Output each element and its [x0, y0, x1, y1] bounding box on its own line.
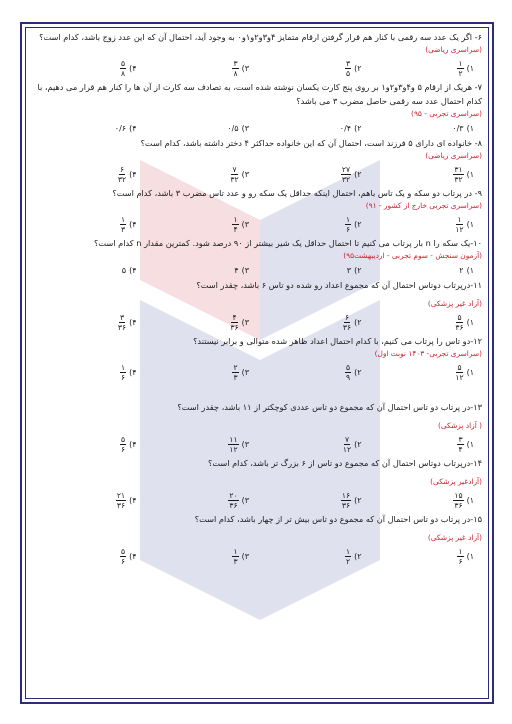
options-row	[32, 262, 482, 278]
option-1[interactable]: ۱) $\frac{۱۵}{۳۶}$	[454, 490, 474, 510]
option-3[interactable]: ۳) $\frac{۲۰}{۳۶}$	[229, 490, 249, 510]
question-6	[32, 30, 482, 80]
option-1[interactable]: ۱) $\frac{۱}{۲}$	[458, 58, 474, 78]
question-8	[32, 136, 482, 186]
option-2[interactable]: ۲) $\frac{۲۷}{۳۲}$	[341, 164, 362, 184]
question-text: ۸- خانواده ای دارای ۵ فرزند است، احتمال آن که این خانواده حداکثر ۴ دختر داشته باشد، کدام است؟	[140, 138, 482, 148]
option-1[interactable]: ۱) $\frac{۵}{۳۶}$	[455, 312, 474, 332]
options-row	[32, 310, 482, 334]
question-list	[32, 30, 482, 568]
question-source: (آزمون سنجش - سوم تجربی - اردیبهشت۹۵)	[343, 251, 482, 260]
option-2[interactable]: ۲) $\frac{۳}{۵}$	[345, 58, 362, 78]
option-4[interactable]: ۴) ۵	[121, 265, 137, 275]
option-4[interactable]: ۴) $\frac{۵}{۸}$	[120, 58, 137, 78]
option-3[interactable]: ۳) $\frac{۴}{۳۶}$	[230, 312, 249, 332]
question-text: ۱۴-درپرتاب دوتاس احتمال آن که مجموع دو تاس از ۶ بزرگ تر باشد، کدام است؟	[207, 458, 482, 468]
question-14	[32, 456, 482, 512]
option-1[interactable]: ۱) $\frac{۱}{۶}$	[458, 546, 474, 566]
question-7	[32, 80, 482, 136]
option-3[interactable]: ۳) $\frac{۱۱}{۱۲}$	[229, 434, 249, 454]
option-4[interactable]: ۴) $\frac{۳}{۳۶}$	[117, 312, 137, 332]
question-source: (آزاد غیر پزشکی)	[427, 533, 482, 542]
option-2[interactable]: ۲) $\frac{۱۶}{۳۶}$	[341, 490, 362, 510]
option-3[interactable]: ۳) $\frac{۱}{۴}$	[233, 214, 249, 234]
options-row	[32, 360, 482, 384]
option-3[interactable]: ۳) ۰/۵	[227, 123, 249, 133]
question-source: ( آزاد پزشکی)	[437, 421, 482, 430]
question-11	[32, 278, 482, 334]
option-1[interactable]: ۱) $\frac{۳۱}{۳۲}$	[454, 164, 474, 184]
option-3[interactable]: ۳) $\frac{۳}{۸}$	[233, 58, 249, 78]
options-row	[32, 432, 482, 456]
option-1[interactable]: ۱) $\frac{۳}{۴}$	[458, 434, 474, 454]
option-1[interactable]: ۱) $\frac{۵}{۱۲}$	[455, 362, 474, 382]
option-1[interactable]: ۱) ۲	[459, 265, 474, 275]
option-2[interactable]: ۲) ۳	[346, 265, 362, 275]
option-3[interactable]: ۳) $\frac{۲}{۳}$	[233, 362, 249, 382]
option-1[interactable]: ۱) $\frac{۱}{۱۲}$	[455, 214, 474, 234]
option-4[interactable]: ۴) $\frac{۱}{۶}$	[120, 362, 137, 382]
option-2[interactable]: ۲) $\frac{۷}{۱۲}$	[342, 434, 362, 454]
question-text: ۹- در پرتاب دو سکه و یک تاس باهم، احتمال اینکه حداقل یک سکه رو و عدد تاس مضرب ۳ باشد، کدام است؟	[112, 188, 482, 198]
question-source: (سراسری تجربی - ۹۵)	[411, 109, 482, 118]
question-source: (سراسری ریاضی)	[425, 45, 482, 54]
question-text: ۱۵-در پرتاب دو تاس احتمال آن که مجموع دو تاس بیش تر از چهار باشد، کدام است؟	[194, 514, 482, 524]
option-4[interactable]: ۴) $\frac{۵}{۶}$	[120, 546, 137, 566]
options-row	[32, 120, 482, 136]
option-3[interactable]: ۳) ۴	[234, 265, 249, 275]
question-15	[32, 512, 482, 568]
option-3[interactable]: ۳) $\frac{۱}{۳}$	[233, 546, 249, 566]
question-text: ۶- اگر یک عدد سه رقمی با کنار هم قرار گرفتن ارقام متمایز ۴و۳و۲و۱و۰ به وجود آید، احتمال آن که این عدد زوج باشد، کدام است؟	[39, 32, 482, 42]
option-2[interactable]: ۲) $\frac{۵}{۹}$	[345, 362, 362, 382]
question-source: (سراسری ریاضی)	[425, 151, 482, 160]
options-row	[32, 56, 482, 80]
question-source: (سراسری تجربی خارج از کشور - ۹۱)	[365, 201, 482, 210]
question-text: ۷- هریک از ارقام ۵ و۴و۳و۲و۱ بر روی پنج کارت یکسان نوشته شده است، به تصادف سه کارت از آن ها را کنار هم قرار می دهیم، با کدام احتمال عدد سه رقمی حاصل مضرب ۳ می باشد؟	[37, 82, 482, 106]
option-2[interactable]: ۲) ۰/۴	[339, 123, 362, 133]
option-4[interactable]: ۴) ۰/۶	[114, 123, 137, 133]
option-4[interactable]: ۴) $\frac{۶}{۳۲}$	[117, 164, 137, 184]
option-4[interactable]: ۴) $\frac{۱}{۳}$	[120, 214, 137, 234]
question-text: ۱۱-درپرتاب دوتاس احتمال آن که مجموع اعداد رو شده دو تاس ۶ باشد، چقدر است؟	[196, 280, 482, 290]
options-row	[32, 488, 482, 512]
options-row	[32, 544, 482, 568]
options-row	[32, 162, 482, 186]
question-text: ۱۳-در پرتاب دو تاس احتمال آن که مجموع دو تاس عددی کوچکتر از ۱۱ باشد، چقدر است؟	[177, 402, 482, 412]
question-source: (آزادغیر پزشکی)	[430, 477, 482, 486]
question-source: (آزاد غیر پزشکی)	[427, 299, 482, 308]
option-1[interactable]: ۱) ۰/۳	[452, 123, 474, 133]
option-4[interactable]: ۴) $\frac{۵}{۶}$	[120, 434, 137, 454]
option-3[interactable]: ۳) $\frac{۷}{۳۲}$	[230, 164, 249, 184]
question-9	[32, 186, 482, 236]
option-2[interactable]: ۲) $\frac{۶}{۳۶}$	[342, 312, 362, 332]
question-10	[32, 236, 482, 278]
options-row	[32, 212, 482, 236]
option-4[interactable]: ۴) $\frac{۲۱}{۳۶}$	[116, 490, 137, 510]
question-text: ۱۲-دو تاس را پرتاب می کنیم، با کدام احتمال اعداد ظاهر شده متوالی و برابر نیستند؟	[193, 336, 482, 346]
question-source: (سراسری تجربی- ۱۴۰۳ نوبت اول)	[374, 349, 482, 358]
option-2[interactable]: ۲) $\frac{۱}{۶}$	[345, 214, 362, 234]
question-text: ۱۰-یک سکه را n بار پرتاب می کنیم تا احتمال حداقل یک شیر بیشتر از ۹۰ درصد شود. کمترین مقدار n کدام است؟	[94, 238, 482, 248]
question-12	[32, 334, 482, 384]
question-13	[32, 400, 482, 456]
option-2[interactable]: ۲) $\frac{۱}{۲}$	[345, 546, 362, 566]
